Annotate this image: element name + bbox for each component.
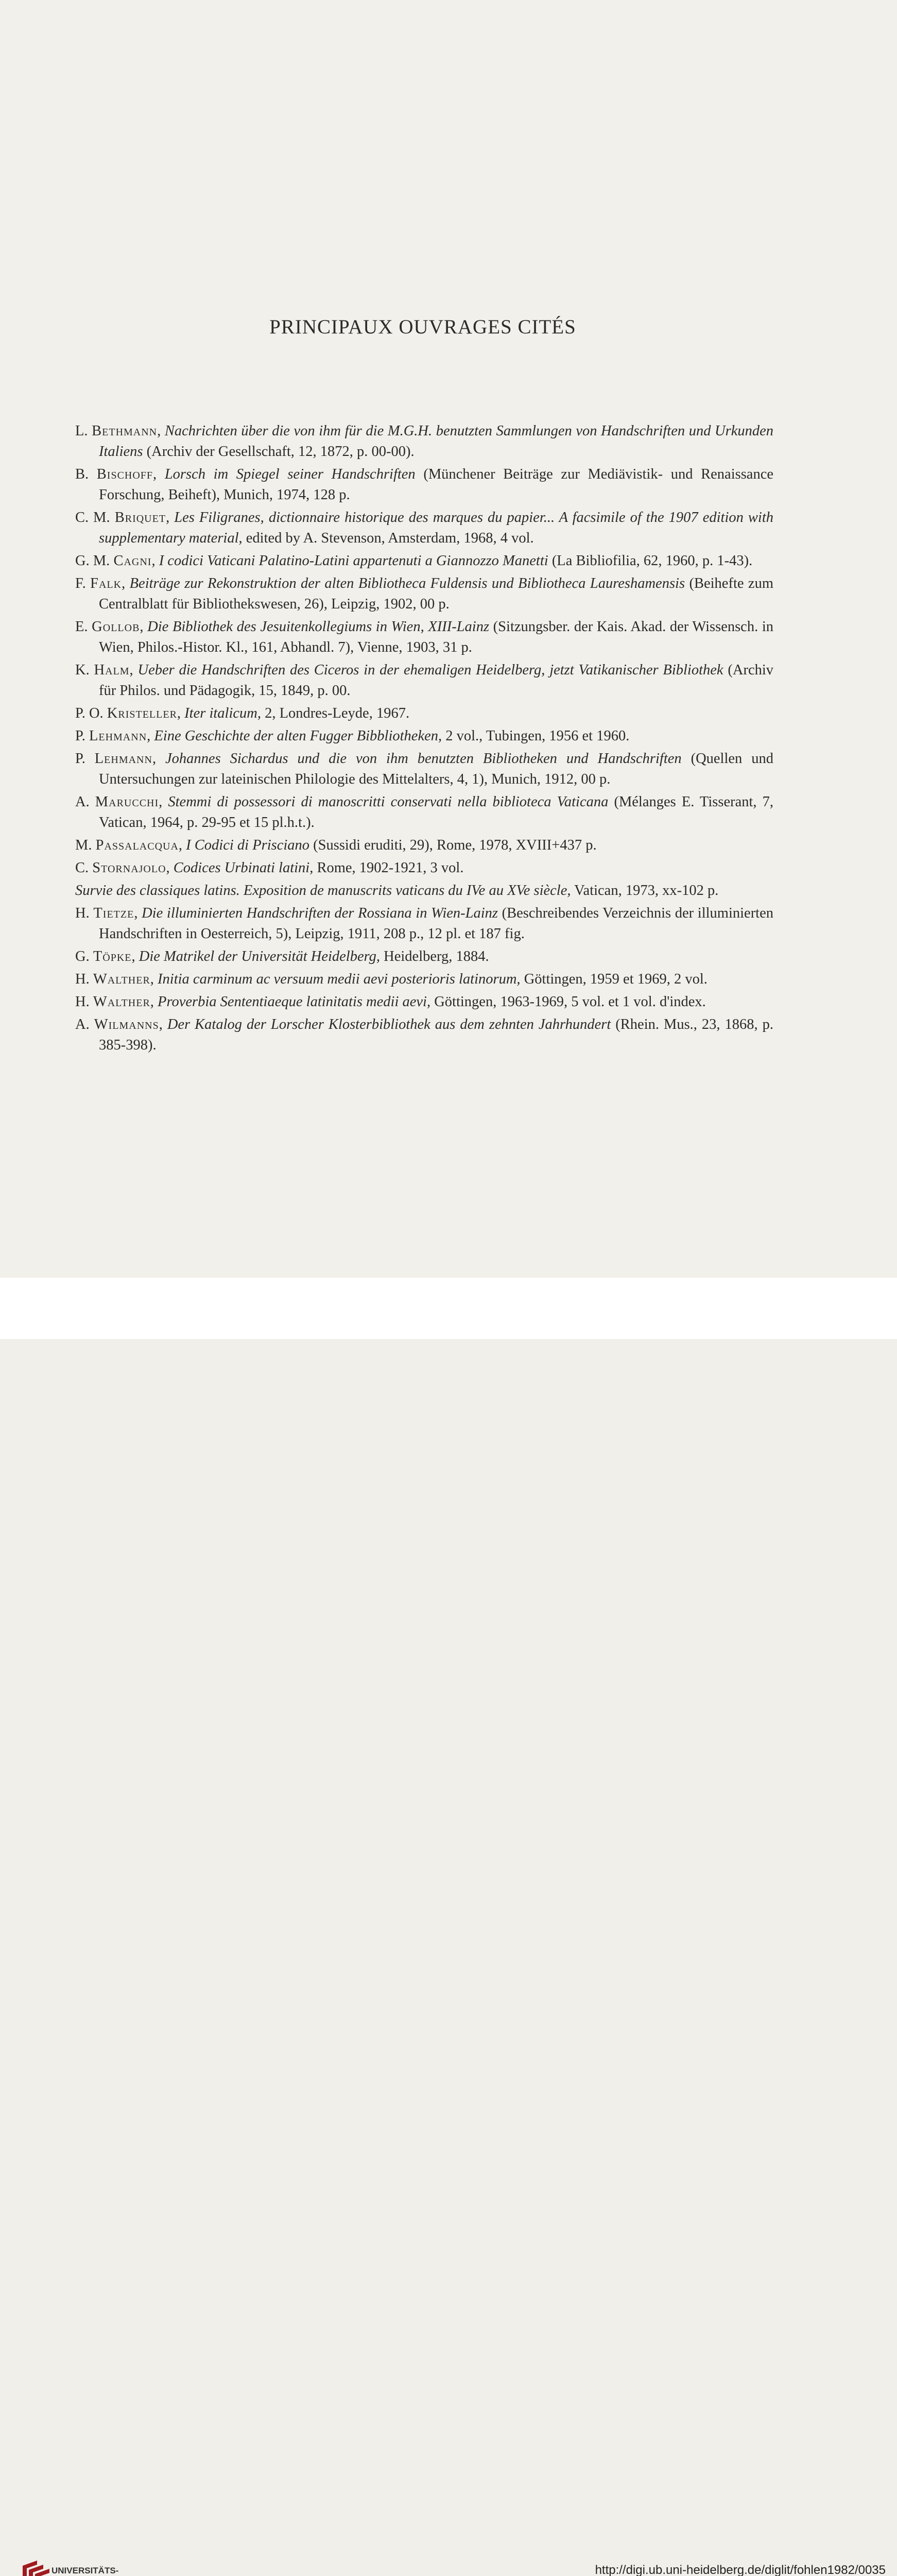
entry-author-surname: Bethmann — [92, 423, 158, 439]
entry-initials: E. — [75, 619, 92, 635]
page-title: PRINCIPAUX OUVRAGES CITÉS — [269, 316, 576, 338]
bibliography-entry: A. Wilmanns, Der Katalog der Lorscher Klosterbibliothek aus dem zehnten Jahrhundert (Rhein. Mus., 23, 1868, p. 385-398). — [75, 1016, 774, 1053]
entry-details: (Beschreibendes Verzeichnis der illuminierten Handschriften in Oesterreich, 5), Leipzig, 1911, 208 p., 12 pl. et 187 fig. — [99, 905, 773, 942]
source-url[interactable]: http://digi.ub.uni-heidelberg.de/diglit/fohlen1982/0035 — [595, 2563, 886, 2576]
entry-title: I Codici di Prisciano — [186, 837, 310, 853]
entry-author-surname: Halm — [94, 662, 130, 678]
entry-details: edited by A. Stevenson, Amsterdam, 1968, 4 vol. — [242, 530, 534, 546]
entry-initials: H. — [75, 905, 94, 921]
entry-title: Die illuminierten Handschriften der Rossiana in Wien-Lainz — [142, 905, 498, 921]
bibliography-entry: E. Gollob, Die Bibliothek des Jesuitenkollegiums in Wien, XIII-Lainz (Sitzungsber. der Kais. Akad. der Wissensch. in Wien, Philos.-Histor. Kl., 161, Abhandl. 7), Vienne, 1903, 31 p. — [75, 619, 773, 655]
entry-details: Vatican, 1973, xx-102 p. — [571, 883, 719, 899]
entry-title: Ueber die Handschriften des Ciceros in der ehemaligen Heidelberg, jetzt Vatikanischer Bibliothek — [137, 662, 723, 678]
bibliography-entry: L. Bethmann, Nachrichten über die von ihm für die M.G.H. benutzten Sammlungen von Handschriften und Urkunden Italiens (Archiv der Gesellschaft, 12, 1872, p. 00-00). — [75, 423, 773, 460]
entry-initials: H. — [75, 994, 93, 1010]
entry-initials: P. O. — [75, 705, 107, 721]
bibliography-entry: P. O. Kristeller, Iter italicum, 2, Londres-Leyde, 1967. — [75, 705, 410, 721]
entry-title: Eine Geschichte der alten Fugger Bibbliotheken, — [154, 728, 442, 744]
footer-bar — [0, 1278, 897, 2576]
entry-author-surname: Cagni — [113, 553, 152, 569]
entry-initials: B. — [75, 466, 97, 482]
bibliography-entry: H. Walther, Proverbia Sententiaeque latinitatis medii aevi, Göttingen, 1963-1969, 5 vol. et 1 vol. d'index. — [75, 994, 706, 1010]
entry-initials: K. — [75, 662, 94, 678]
entry-title: Die Bibliothek des Jesuitenkollegiums in Wien, XIII-Lainz — [147, 619, 490, 635]
entry-initials: A. — [75, 1016, 94, 1032]
entry-initials: M. — [75, 837, 96, 853]
entry-initials: C. — [75, 860, 93, 876]
bibliography-entry: P. Lehmann, Johannes Sichardus und die von ihm benutzten Bibliotheken und Handschriften (Quellen und Untersuchungen zur lateinischen Philologie des Mittelalters, 4, 1), Munich, 1912, 00 p. — [75, 751, 773, 787]
library-name — [51, 2566, 118, 2576]
entry-author-surname: Lehmann — [89, 728, 147, 744]
entry-initials: G. M. — [75, 553, 114, 569]
entry-initials: F. — [75, 575, 91, 591]
bibliography-entry: F. Falk, Beiträge zur Rekonstruktion der alten Bibliotheca Fuldensis und Bibliotheca Laureshamensis (Beihefte zum Centralblatt für Bibliothekswesen, 26), Leipzig, 1902, 00 p. — [75, 575, 773, 612]
entry-title: Iter italicum, — [184, 705, 261, 721]
entry-title: I codici Vaticani Palatino-Latini appartenuti a Giannozzo Manetti — [159, 553, 548, 569]
bibliography-entry: M. Passalacqua, I Codici di Prisciano (Sussidi eruditi, 29), Rome, 1978, XVIII+437 p. — [75, 837, 597, 853]
bibliography-entry: B. Bischoff, Lorsch im Spiegel seiner Handschriften (Münchener Beiträge zur Mediävistik- und Renaissance Forschung, Beiheft), Munich, 1974, 128 p. — [75, 466, 773, 503]
entry-author-surname: Marucchi — [95, 794, 159, 810]
entry-title: Johannes Sichardus und die von ihm benutzten Bibliotheken und Handschriften — [165, 751, 682, 767]
entry-details: 2, Londres-Leyde, 1967. — [261, 705, 410, 721]
entry-title: Survie des classiques latins. Exposition de manuscrits vaticans du IVe au XVe siècle, — [75, 883, 571, 899]
entry-title: Initia carminum ac versuum medii aevi posterioris latinorum, — [158, 971, 521, 987]
entry-author-surname: Töpke — [93, 948, 132, 964]
bibliography-list — [75, 421, 773, 1058]
entry-details: (Archiv für Philos. und Pädagogik, 15, 1849, p. 00. — [99, 662, 774, 699]
entry-title: Der Katalog der Lorscher Klosterbibliothek aus dem zehnten Jahrhundert — [167, 1016, 611, 1032]
entry-initials: A. — [75, 794, 95, 810]
entry-details: Göttingen, 1963-1969, 5 vol. et 1 vol. d'index. — [430, 994, 706, 1010]
entry-title: Die Matrikel der Universität Heidelberg, — [139, 948, 381, 964]
entry-details: (Quellen und Untersuchungen zur lateinischen Philologie des Mittelalters, 4, 1), Munich, 1912, 00 p. — [99, 751, 773, 787]
entry-initials: P. — [75, 751, 95, 767]
bibliography-entry — [75, 880, 773, 901]
library-logo-icon — [20, 2561, 51, 2576]
entry-initials: L. — [75, 423, 92, 439]
bibliography-entry: H. Tietze, Die illuminierten Handschriften der Rossiana in Wien-Lainz (Beschreibendes Verzeichnis der illuminierten Handschriften in Oesterreich, 5), Leipzig, 1911, 208 p., 12 pl. et 187 fig. — [75, 905, 773, 942]
entry-author-surname: Gollob — [92, 619, 140, 635]
bibliography-entry: A. Marucchi, Stemmi di possessori di manoscritti conservati nella biblioteca Vaticana (Mélanges E. Tisserant, 7, Vatican, 1964, p. 29-95 et 15 pl.h.t.). — [75, 794, 773, 831]
bibliography-entry: G. M. Cagni, I codici Vaticani Palatino-Latini appartenuti a Giannozzo Manetti (La Bibliofilia, 62, 1960, p. 1-43). — [75, 553, 753, 569]
bibliography-entry: K. Halm, Ueber die Handschriften des Ciceros in der ehemaligen Heidelberg, jetzt Vatikanischer Bibliothek (Archiv für Philos. und Pädagogik, 15, 1849, p. 00. — [75, 662, 774, 699]
entry-details: Rome, 1902-1921, 3 vol. — [313, 860, 464, 876]
scanned-page — [0, 0, 897, 1278]
entry-author-surname: Walther — [93, 971, 150, 987]
entry-initials: P. — [75, 728, 89, 744]
entry-title: Lorsch im Spiegel seiner Handschriften — [164, 466, 416, 482]
entry-author-surname: Lehmann — [94, 751, 152, 767]
entry-author-surname: Briquet — [114, 510, 166, 526]
bibliography-entry: C. M. Briquet, Les Filigranes, dictionnaire historique des marques du papier... A facsimile of the 1907 edition with supplementary material, edited by A. Stevenson, Amsterdam, 1968, 4 vol. — [75, 510, 774, 546]
entry-author-surname: Kristeller — [107, 705, 177, 721]
entry-title: Codices Urbinati latini, — [173, 860, 314, 876]
entry-details: 2 vol., Tubingen, 1956 et 1960. — [442, 728, 630, 744]
entry-initials: G. — [75, 948, 93, 964]
entry-author-surname: Passalacqua — [95, 837, 179, 853]
entry-title: Les Filigranes, dictionnaire historique des marques du papier... A facsimile of the 1907 edition with supplementary material, — [99, 510, 774, 546]
entry-details: Heidelberg, 1884. — [380, 948, 489, 964]
entry-title: Stemmi di possessori di manoscritti conservati nella biblioteca Vaticana — [168, 794, 609, 810]
entry-details: (Mélanges E. Tisserant, 7, Vatican, 1964, p. 29-95 et 15 pl.h.t.). — [99, 794, 773, 831]
entry-title: Beiträge zur Rekonstruktion der alten Bibliotheca Fuldensis und Bibliotheca Laureshamensis — [129, 575, 685, 591]
bibliography-entry: H. Walther, Initia carminum ac versuum medii aevi posterioris latinorum, Göttingen, 1959 et 1969, 2 vol. — [75, 971, 708, 987]
entry-author-surname: Walther — [93, 994, 150, 1010]
entry-details: (Sitzungsber. der Kais. Akad. der Wissensch. in Wien, Philos.-Histor. Kl., 161, Abhandl. 7), Vienne, 1903, 31 p. — [99, 619, 773, 655]
entry-details: (Münchener Beiträge zur Mediävistik- und Renaissance Forschung, Beiheft), Munich, 1974, 128 p. — [99, 466, 773, 503]
entry-title: Proverbia Sententiaeque latinitatis medii aevi, — [158, 994, 431, 1010]
library-line-1: UNIVERSITÄTS- — [51, 2566, 119, 2575]
entry-title: Nachrichten über die von ihm für die M.G.H. benutzten Sammlungen von Handschriften und Urkunden Italiens — [99, 423, 773, 460]
entry-initials: H. — [75, 971, 93, 987]
bibliography-entry: G. Töpke, Die Matrikel der Universität Heidelberg, Heidelberg, 1884. — [75, 948, 489, 964]
entry-details: (Beihefte zum Centralblatt für Bibliothekswesen, 26), Leipzig, 1902, 00 p. — [99, 575, 773, 612]
entry-author-surname: Stornajolo — [92, 860, 166, 876]
entry-details: (Archiv der Gesellschaft, 12, 1872, p. 00-00). — [143, 444, 415, 460]
entry-author-surname: Bischoff — [96, 466, 153, 482]
entry-details: Göttingen, 1959 et 1969, 2 vol. — [520, 971, 708, 987]
entry-details: (La Bibliofilia, 62, 1960, p. 1-43). — [548, 553, 753, 569]
entry-author-surname: Falk — [90, 575, 122, 591]
entry-details: (Sussidi eruditi, 29), Rome, 1978, XVIII+437 p. — [309, 837, 597, 853]
entry-initials: C. M. — [75, 510, 115, 526]
entry-details: (Rhein. Mus., 23, 1868, p. 385-398). — [99, 1016, 774, 1053]
bibliography-entry: C. Stornajolo, Codices Urbinati latini, Rome, 1902-1921, 3 vol. — [75, 860, 464, 876]
library-line-2 — [51, 2575, 118, 2576]
bibliography-entry: P. Lehmann, Eine Geschichte der alten Fugger Bibbliotheken, 2 vol., Tubingen, 1956 et 1960. — [75, 728, 630, 744]
entry-author-surname: Tietze — [93, 905, 134, 921]
entry-author-surname: Wilmanns — [94, 1016, 159, 1032]
